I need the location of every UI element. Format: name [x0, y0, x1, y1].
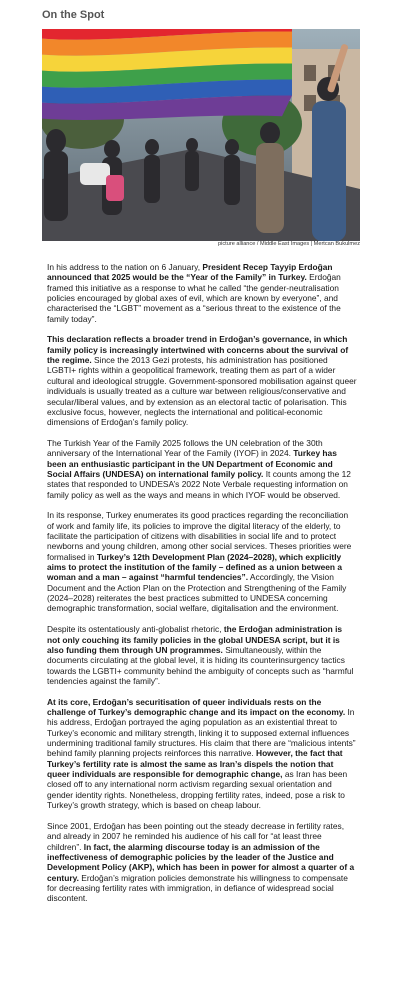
article-paragraph [47, 624, 357, 686]
bold-text: However, the fact that Turkey’s fertility rate is almost the same as Iran’s dispels the notion that queer individuals are responsible for demographic change, [47, 748, 343, 780]
article-paragraph [47, 262, 357, 324]
body-text: Since 2001, Erdoğan has been pointing out the steady decrease in fertility rates, and already in 2007 he reminded his audience of his call for “at least three children”. [47, 820, 345, 852]
article-paragraph [47, 438, 357, 500]
article-paragraph [47, 510, 357, 613]
article-paragraph [47, 821, 357, 904]
pride-march-photo [42, 29, 360, 241]
body-text: Since the 2013 Gezi protests, his administration has positioned LGBTI+ rights within a geopolitical framework, treating them as part of a wider cultural and ideological struggle. Government-sponsored mobilisation against queer individuals is usually treated as a culture war between religious/conservative and secular/liberal values, and by extension as an electoral tactic of polarisation. This exclusive focus, however, neglects the international and political-economic dimensions of Erdoğan’s family policy. [47, 355, 357, 428]
article-paragraph [47, 697, 357, 811]
photo-credit: picture alliance / Middle East Images | Mertcan Bukulmez [218, 241, 360, 247]
body-text: as Iran has been closed off to any international norm activism regarding sexual orientation and gender identity rights. Nonetheless, dropping fertility rates, indeed, pose a risk to Turkey’s growth strategy, which is based on cheap labour. [47, 769, 348, 811]
body-text: Erdoğan’s migration policies demonstrate his willingness to compensate for decreasing fertility rates with immigration, in defiance of widespread social discontent. [47, 872, 348, 904]
body-text: In its response, Turkey enumerates its good practices regarding the reconciliation of work and family life, its policies to improve the digital literacy of the elderly, to facilitate the participation of citizens with disabilities in social life and to protect newborns and young children, among other social services. Theses priorities were formalised in [47, 510, 352, 562]
body-text: Erdoğan framed this initiative as a response to what he called “the gender-neutralisation policies encouraged by global axes of evil, which are known by everyone”, and characterised the “LGBT” movement as a “serious threat to the existence of the family today”. [47, 272, 341, 324]
body-text: Simultaneously, within the documents circulating at the global level, it is hiding its counterinsurgency tactics towards the LGBTI+ community behind the ambiguity of concepts such as “harmful tendencies against the family”. [47, 644, 354, 686]
bold-text: Turkey has been an enthusiastic participant in the UN Department of Economic and Social Affairs (UNDESA) on international family policy. [47, 448, 337, 479]
body-text: Accordingly, the Vision Document and the Action Plan on the Protection and Strengthening of the Family (2024–2028) reiterates the best practices submitted to UNDESA concerning demographic transformation, social welfare, digitalisation and the environment. [47, 572, 347, 614]
body-text: It counts among the 12 states that responded to UNDESA’s 2022 Note Verbale requesting information on family policy as well as the ways and means in which IYOF would be observed. [47, 468, 351, 500]
bold-text: Turkey’s 12th Development Plan (2024–2028), which explicitly aims to protect the institution of the family – defined as a union between a woman and a man – against “harmful tendencies”. [47, 551, 343, 583]
body-text: The Turkish Year of the Family 2025 follows the UN celebration of the 30th anniversary of the International Year of the Family (IYOF) in 2024. [47, 437, 323, 459]
body-text: In his address, Erdoğan portrayed the aging population as an existential threat to Turkey’s economic and military strength, linking it to supposed external influences undermining traditional family structures. His claim that there are “malicious intents” behind family planning projects reinforces this narrative. [47, 707, 356, 759]
bold-text: the Erdoğan administration is not only couching its family policies in the global UNDESA script, but it is also funding them through UN programmes. [47, 624, 343, 655]
bold-text: President Recep Tayyip Erdoğan announced that 2025 would be the “Year of the Family” in Turkey. [47, 262, 333, 283]
body-text: Despite its ostentatiously anti-globalist rhetoric, [47, 624, 224, 635]
bold-text: At its core, Erdoğan’s securitisation of queer individuals rests on the challenge of Turkey’s demographic change and its impact on the economy. [47, 696, 346, 718]
body-text: In his address to the nation on 6 January, [47, 262, 203, 272]
bold-text: This declaration reflects a broader trend in Erdoğan’s governance, in which family policy is increasingly intertwined with concerns about the survival of the regime. [47, 334, 349, 366]
article-body [47, 262, 357, 914]
bold-text: In fact, the alarming discourse today is an admission of the ineffectiveness of demographic policies by the leader of the Justice and Development Policy (AKP), which has been in power for almost a quarter of a century. [47, 841, 355, 883]
section-label: On the Spot [42, 9, 105, 21]
article-paragraph [47, 334, 357, 427]
